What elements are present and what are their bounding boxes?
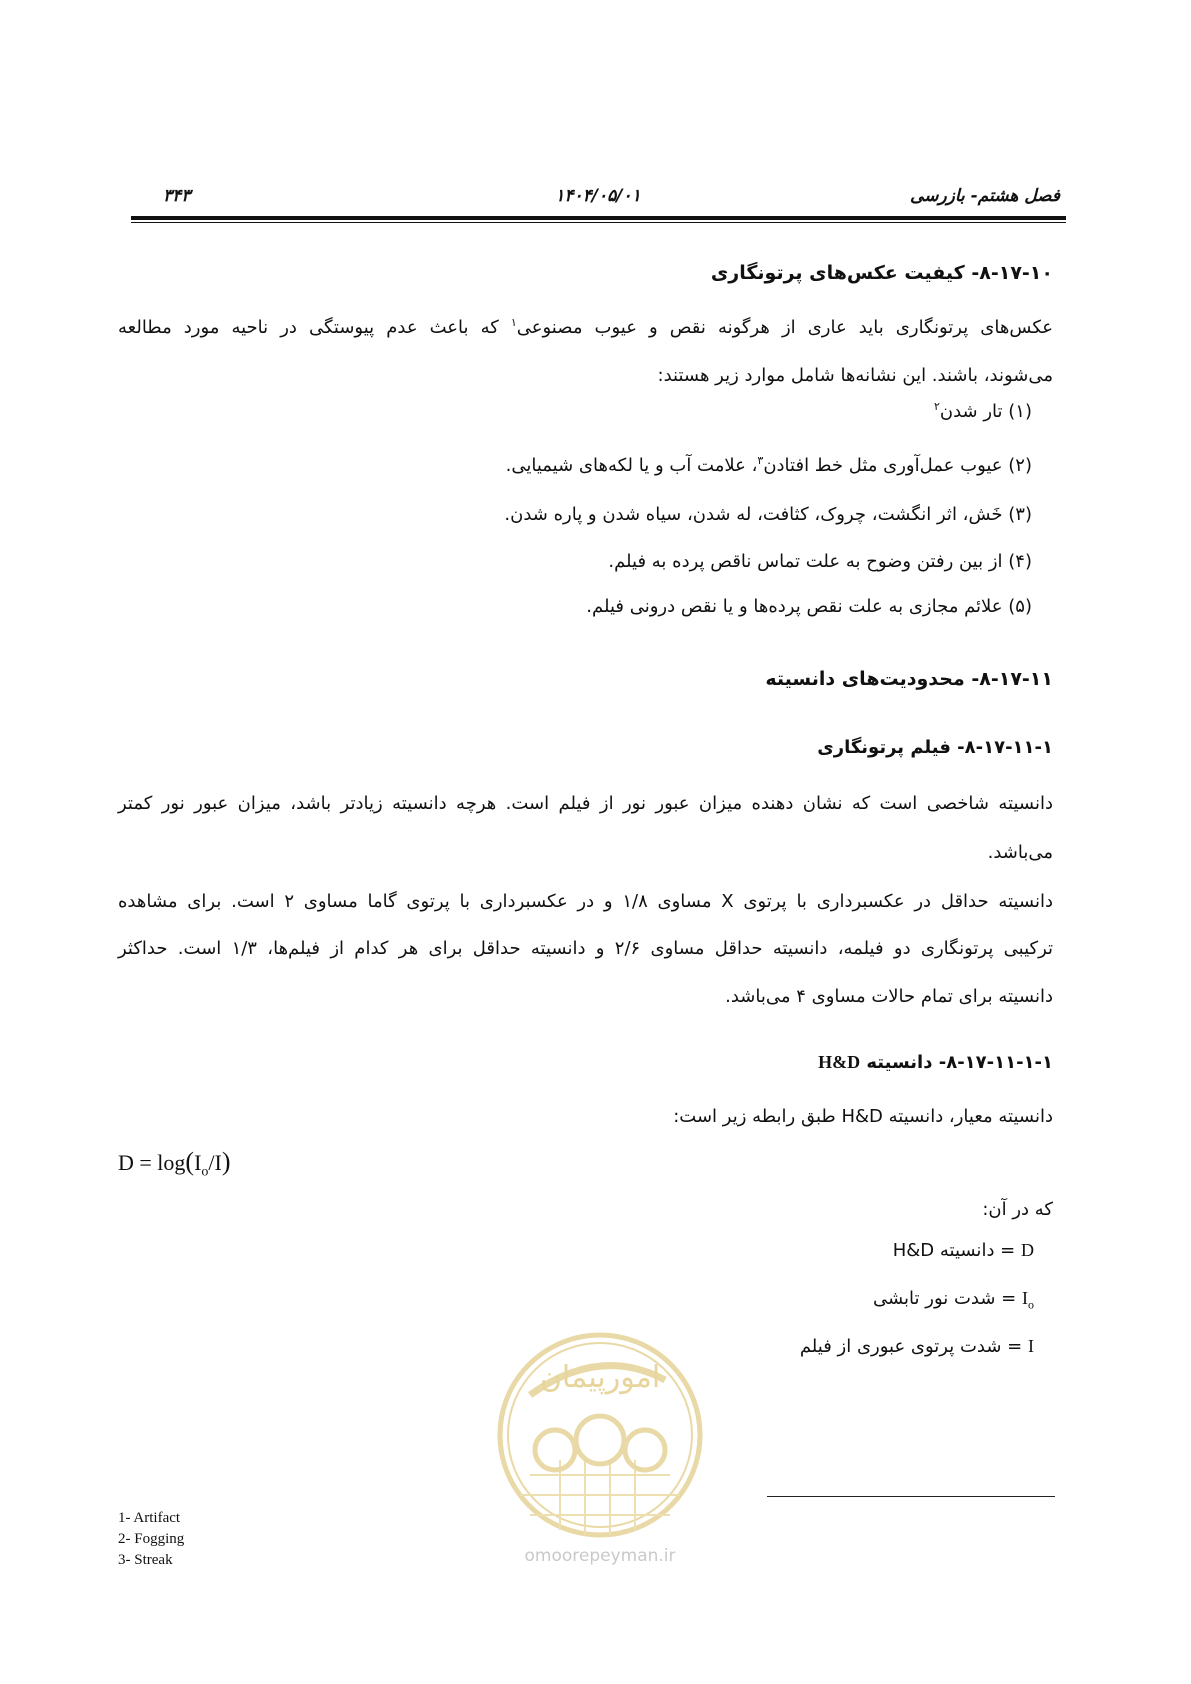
watermark-site: omoorepeyman.ir <box>524 1546 676 1566</box>
list-item: (۳) خَش، اثر انگشت، چروک، کثافت، له شدن، سیاه شدن و پاره شدن. <box>504 504 1032 525</box>
page-number: ۳۴۳ <box>163 186 191 206</box>
paragraph-line: می‌شوند، باشند. این نشانه‌ها شامل موارد زیر هستند: <box>657 365 1053 386</box>
paragraph-line: دانسیته شاخصی است که نشان دهنده میزان عبور نور از فیلم است. هرچه دانسیته زیادتر باشد، میزان عبور نور کمتر <box>118 793 1053 814</box>
subsection-heading: ۸-۱۷-۱۱-۱- فیلم پرتونگاری <box>817 737 1053 758</box>
header-rule-thick <box>131 216 1066 220</box>
definition-item: $I_o$ = شدت نور تابشی <box>872 1288 1034 1312</box>
definition-item: I = شدت پرتوی عبوری از فیلم <box>799 1336 1034 1357</box>
paragraph-line: می‌باشد. <box>987 842 1053 863</box>
footnote-ref: ۱ <box>510 316 517 329</box>
list-item: (۱) تار شدن$^۲$ <box>933 400 1032 422</box>
list-item: (۲) عیوب عمل‌آوری مثل خط افتادن$^۳$، علامت آب و یا لکه‌های شیمیایی. <box>505 454 1032 476</box>
footnote-rule <box>767 1496 1055 1497</box>
footnote: 2- Fogging <box>118 1531 185 1547</box>
paragraph-line: که در آن: <box>982 1199 1053 1220</box>
watermark-logo <box>490 1325 710 1570</box>
footnote: 3- Streak <box>118 1552 173 1568</box>
paragraph-line: دانسیته معیار، دانسیته H&D طبق رابطه زیر است: <box>673 1106 1053 1127</box>
chapter-title: فصل هشتم- بازرسی <box>910 186 1060 206</box>
section-heading: ۸-۱۷-۱۰- کیفیت عکس‌های پرتونگاری <box>710 262 1053 284</box>
paragraph-line: دانسیته حداقل در عکسبرداری با پرتوی X مساوی ۱/۸ و در عکسبرداری با پرتوی گاما مساوی ۲ است. برای مشاهده <box>118 891 1053 912</box>
watermark-seal-icon <box>490 1325 710 1570</box>
definition-item: D = دانسیته H&D <box>892 1240 1034 1261</box>
header-rule-thin <box>131 222 1066 223</box>
paragraph-line: عکس‌های پرتونگاری باید عاری از هرگونه نقص و عیوب مصنوعی$^۱$ که باعث عدم پیوستگی در ناحیه مورد مطالعه <box>118 316 1053 338</box>
paragraph-line: ترکیبی پرتونگاری دو فیلمه، دانسیته حداقل مساوی ۲/۶ و دانسیته حداقل برای هر کدام از فیلم‌ها، ۱/۳ است. حداکثر <box>118 938 1054 959</box>
list-item: (۴) از بین رفتن وضوح به علت تماس ناقص پرده به فیلم. <box>608 551 1032 572</box>
density-formula: $D = \log(I_o/I)$ <box>118 1147 231 1180</box>
footnotes <box>118 1508 184 1571</box>
subsection-heading: ۸-۱۷-۱۱-۱-۱- دانسیته H&D <box>818 1052 1053 1073</box>
list-item: (۵) علائم مجازی به علت نقص پرده‌ها و یا نقص درونی فیلم. <box>586 596 1032 617</box>
paragraph-line: دانسیته برای تمام حالات مساوی ۴ می‌باشد. <box>725 986 1053 1007</box>
footnote: 1- Artifact <box>118 1510 181 1526</box>
header-date: ۱۴۰۴/۰۵/۰۱ <box>555 186 641 206</box>
svg-text:امورپیمان: امورپیمان <box>539 1360 661 1395</box>
section-heading: ۸-۱۷-۱۱- محدودیت‌های دانسیته <box>765 668 1053 690</box>
